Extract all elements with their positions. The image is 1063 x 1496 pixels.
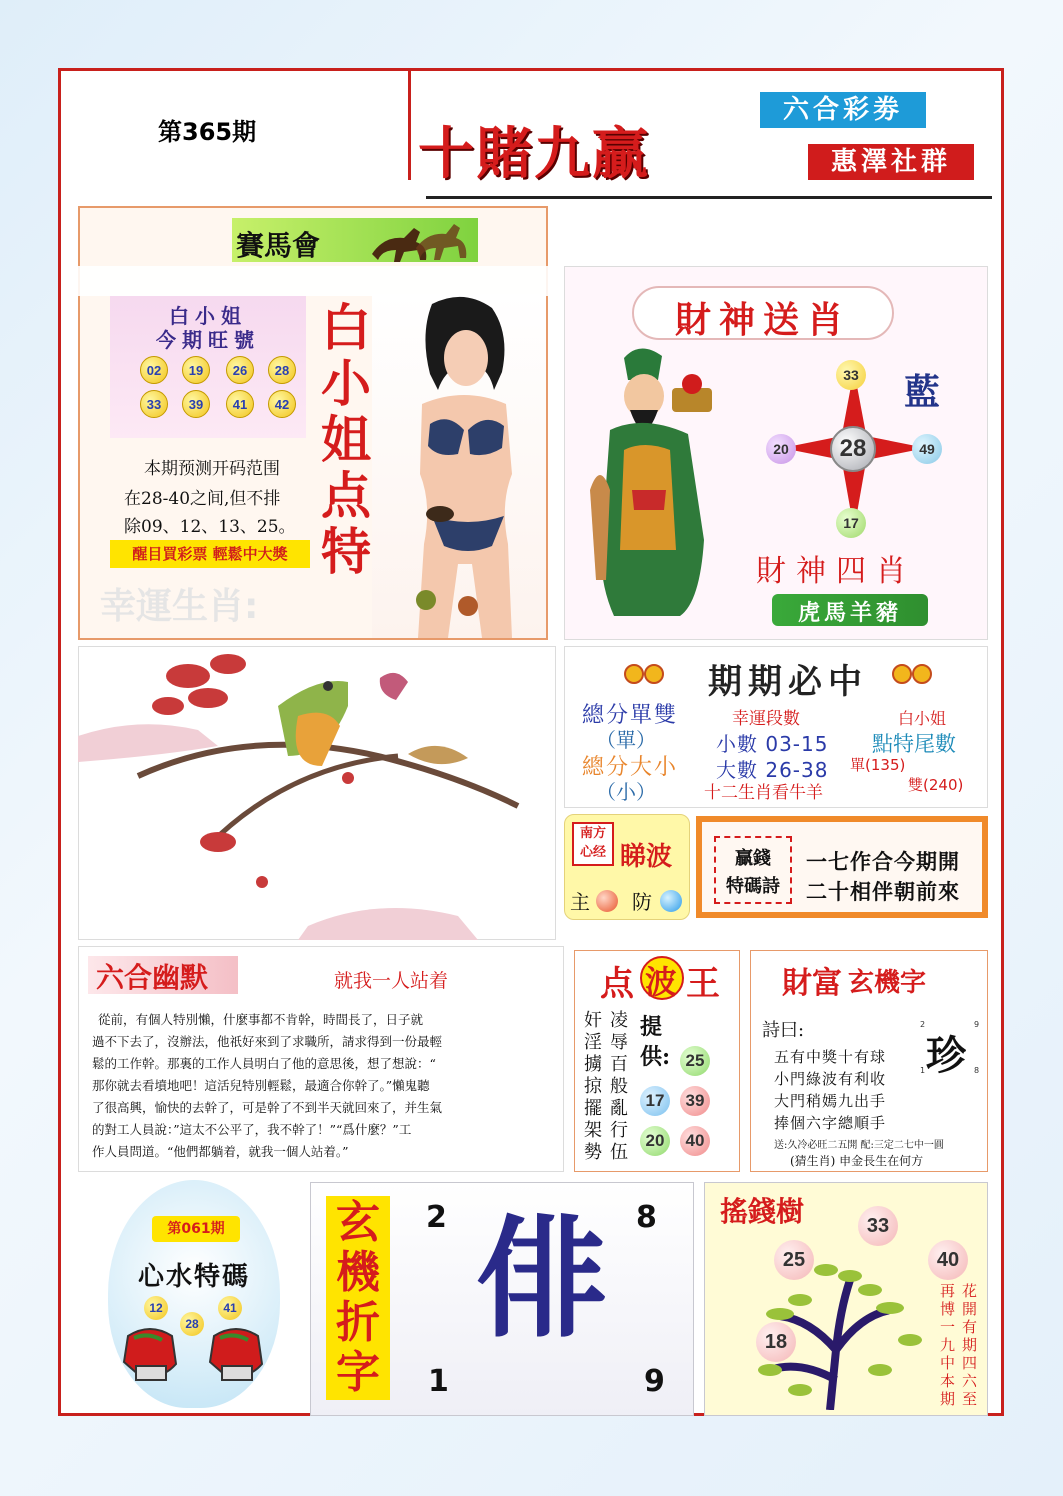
horse-icon	[366, 216, 476, 266]
coin-icon	[912, 664, 932, 684]
humor-title: 六合幽默	[96, 961, 209, 994]
caifu-line: 小門綠波有利收	[774, 1070, 887, 1088]
humor-line: 作人員問道。“他們都躺着，就我一個人站着。”	[92, 1144, 349, 1159]
tag-blue: 六合彩劵	[760, 92, 926, 128]
guibo-badge-text: 南方心经	[579, 826, 606, 860]
caishen-left-ball: 20	[766, 434, 796, 464]
caifu-line: 捧個六字總順手	[774, 1114, 887, 1132]
xinshui-ball: 12	[144, 1296, 168, 1320]
caifu-corner: 2	[920, 1020, 926, 1029]
guibo-title: 睇波	[620, 842, 673, 872]
tree-poem-col-2: 再博一九中本期	[940, 1282, 956, 1408]
humor-line: 鬆的工作幹。那裏的工作人員明白了他的意思後，想了想說：“	[92, 1056, 436, 1071]
boxing-glove-icon	[118, 1322, 182, 1382]
wangma-ball: 28	[268, 356, 296, 384]
wangma-ball: 39	[182, 390, 210, 418]
faded-zodiac-label: 幸運生肖:	[100, 586, 259, 627]
qiqi-col3-double: 雙(240)	[908, 776, 964, 794]
wangma-card-title-2: 今期旺號	[156, 328, 260, 352]
caifu-title-1: 財富	[782, 966, 842, 1001]
header-divider	[408, 70, 411, 180]
guibo-guard-label: 防	[632, 890, 652, 914]
poem-line-2: 二十相伴朝前來	[806, 879, 960, 904]
caifu-foot: (猜生肖) 申金長生在何方	[790, 1154, 924, 1168]
green-ball: 25	[680, 1046, 710, 1076]
red-ball: 40	[680, 1126, 710, 1156]
qiqi-col3-title: 點特尾數	[872, 732, 956, 756]
wangma-ball: 26	[226, 356, 254, 384]
chaizi-corner: 9	[644, 1364, 665, 1399]
red-ball: 39	[680, 1086, 710, 1116]
poem-line-1: 一七作合今期開	[806, 849, 960, 874]
tree-ball: 33	[858, 1206, 898, 1246]
wangma-card-title-1: 白小姐	[169, 304, 247, 328]
tree-poem-col-1: 花開有期四六至	[962, 1282, 978, 1408]
chaizi-corner: 8	[636, 1200, 657, 1235]
issue-number: 第365期	[158, 118, 257, 146]
caifu-corner: 8	[974, 1066, 980, 1075]
dianbo-col-a: 凌辱百般亂行伍	[610, 1010, 628, 1163]
dianbo-title-3: 王	[686, 964, 720, 1004]
coin-icon	[892, 664, 912, 684]
chaizi-corner: 1	[428, 1364, 449, 1399]
dianbo-title-1: 点	[600, 964, 634, 1004]
poem-label-1: 贏錢	[735, 848, 771, 869]
wangma-ball: 41	[226, 390, 254, 418]
qiqi-col1-line-3: 總分大小	[582, 755, 679, 780]
model-figure	[372, 294, 546, 638]
qiqi-col2-line-1: 小數 03-15	[716, 732, 829, 756]
green-ball: 20	[640, 1126, 670, 1156]
xinshui-issue: 第061期	[167, 1221, 225, 1237]
coin-icon	[644, 664, 664, 684]
chaizi-title: 玄機折字	[336, 1197, 380, 1398]
poem-label-2: 特碼詩	[726, 876, 780, 897]
chaizi-corner: 2	[426, 1200, 447, 1235]
qiqi-col2-title: 幸運段數	[732, 709, 800, 729]
caishen-bottom-ball: 17	[836, 508, 866, 538]
caifu-title-2: 玄機字	[848, 968, 927, 998]
caifu-line: 五有中獎十有球	[774, 1048, 887, 1066]
horse-banner-label: 賽馬會	[236, 229, 321, 262]
caishen-title: 財神送肖	[674, 299, 851, 341]
white-band	[74, 266, 548, 296]
tree-title: 搖錢樹	[720, 1195, 805, 1228]
side-title: 白小姐点特	[321, 298, 371, 581]
qiqi-col1-line-4: （小）	[596, 780, 656, 804]
prediction-line-2: 在28-40之间,但不排	[124, 489, 281, 509]
prediction-line-1: 本期预测开码范围	[144, 459, 280, 479]
wangma-ball: 02	[140, 356, 168, 384]
dianbo-col-b: 奸淫擄掠擺架勢	[584, 1010, 602, 1163]
qiqi-col3-top: 白小姐	[898, 709, 947, 728]
humor-line: 了很高興，愉快的去幹了，可是幹了不到半天就回來了，并生氣	[92, 1100, 443, 1115]
tag-red: 惠澤社群	[808, 144, 974, 180]
dianbo-hint: 提供:	[640, 1014, 671, 1070]
caifu-corner: 1	[920, 1066, 926, 1075]
money-tree-art	[740, 1220, 940, 1410]
caifu-line: 大門稍嫣九出手	[774, 1092, 887, 1110]
caishen-subtitle: 財神四肖	[756, 554, 916, 589]
wangma-ball: 33	[140, 390, 168, 418]
red-ball-icon	[596, 890, 618, 912]
qiqi-col3-single: 單(135)	[850, 756, 906, 774]
tree-ball: 25	[774, 1240, 814, 1280]
coin-icon	[624, 664, 644, 684]
qiqi-col1-line-1: 總分單雙	[582, 703, 679, 728]
caishen-color-char: 藍	[904, 371, 941, 413]
blue-ball-icon	[660, 890, 682, 912]
tree-ball: 18	[756, 1322, 796, 1362]
humor-line: 的對工人員說：”這太不公平了，我不幹了！”“爲什麼？”工	[92, 1122, 412, 1137]
slogan-bar: 醒目買彩票 輕鬆中大獎	[110, 540, 310, 568]
xinshui-title: 心水特碼	[137, 1262, 250, 1292]
caifu-corner: 9	[974, 1020, 980, 1029]
humor-line: 那你就去看墳地吧！這活兒特別輕鬆，最適合你幹了。”懶鬼聽	[92, 1078, 430, 1093]
caishen-god-figure	[580, 340, 736, 622]
boxing-glove-icon	[204, 1322, 268, 1382]
xinshui-ball: 41	[218, 1296, 242, 1320]
caishen-center-ball: 28	[830, 426, 876, 472]
wangma-ball: 19	[182, 356, 210, 384]
qiqi-col2-foot: 十二生肖看牛羊	[704, 783, 823, 803]
header-underline	[426, 196, 992, 199]
qiqi-title: 期期必中	[708, 662, 868, 702]
caishen-zodiacs: 虎馬羊豬	[797, 600, 902, 626]
xinshui-ball: 28	[180, 1312, 204, 1336]
dianbo-title-2: 波	[645, 963, 678, 1001]
humor-line: 過不下去了，沒辦法，他祇好來到了求職所，請求得到一份最輕	[92, 1034, 443, 1049]
prediction-line-3: 除09、12、13、25。	[124, 517, 296, 537]
caifu-note: 送:久冷必旺二五開 配:三定二七中一圓	[774, 1140, 944, 1151]
main-title: 十賭九贏	[418, 121, 650, 187]
qiqi-col2-line-2: 大數 26-38	[716, 758, 829, 782]
chaizi-char: 俳	[476, 1202, 607, 1355]
bird-painting-art	[78, 646, 556, 940]
caishen-top-ball: 33	[836, 360, 866, 390]
qiqi-col1-line-2: （單）	[596, 728, 656, 752]
humor-subtitle: 就我一人站着	[334, 970, 449, 992]
caifu-big-char: 珍	[926, 1032, 966, 1079]
caifu-poem-label: 詩曰:	[762, 1020, 805, 1041]
guibo-main-label: 主	[570, 890, 590, 914]
blue-ball: 17	[640, 1086, 670, 1116]
humor-line: 從前，有個人特別懶，什麼事都不肯幹，時間長了，日子就	[98, 1012, 424, 1027]
caishen-right-ball: 49	[912, 434, 942, 464]
wangma-ball: 42	[268, 390, 296, 418]
tree-ball: 40	[928, 1240, 968, 1280]
